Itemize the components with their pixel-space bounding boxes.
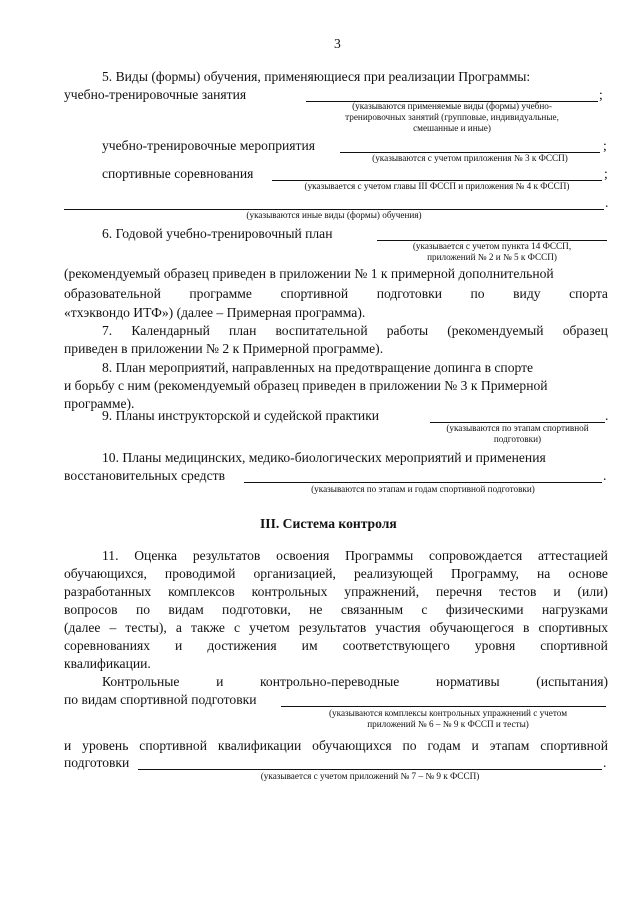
section-6-line-1: (рекомендуемый образец приведен в приложении № 1 к примерной дополнительной bbox=[64, 266, 554, 281]
section-heading: III. Система контроля bbox=[260, 516, 397, 531]
training-events-semicolon: ; bbox=[603, 138, 607, 153]
section-8-line-2: и борьбу с ним (рекомендуемый образец приведен в приложении № 3 к Примерной bbox=[64, 378, 548, 393]
training-sessions-note-3: смешанные и иные) bbox=[413, 123, 491, 133]
section-6-label: 6. Годовой учебно-тренировочный план bbox=[102, 226, 333, 241]
section-6-line-2: образовательной программе спортивной подготовки по виду спорта bbox=[64, 286, 608, 301]
norms-note-2: приложений № 6 – № 9 к ФССП и тесты) bbox=[367, 719, 529, 729]
section-11-line-8: Контрольные и контрольно-переводные нормативы (испытания) bbox=[102, 674, 608, 689]
training-events-note: (указываются с учетом приложения № 3 к ФССП) bbox=[372, 153, 568, 163]
section-11-line-1: 11. Оценка результатов освоения Программы сопровождается аттестацией bbox=[102, 548, 608, 563]
competitions-semicolon: ; bbox=[604, 166, 608, 181]
norms-blank bbox=[281, 706, 606, 707]
recovery-means-blank bbox=[244, 482, 602, 483]
annual-plan-note-2: приложений № 2 и № 5 к ФССП) bbox=[427, 252, 557, 262]
training-sessions-note-1: (указываются применяемые виды (формы) учебно- bbox=[352, 101, 552, 111]
practice-plans-note-1: (указываются по этапам спортивной bbox=[446, 423, 589, 433]
norms-label: по видам спортивной подготовки bbox=[64, 692, 257, 707]
norms-note-1: (указываются комплексы контрольных упражнений с учетом bbox=[328, 708, 568, 718]
training-sessions-label: учебно-тренировочные занятия bbox=[64, 87, 247, 102]
other-forms-note: (указываются иные виды (формы) обучения) bbox=[246, 210, 422, 220]
recovery-means-period: . bbox=[603, 468, 607, 483]
training-sessions-semicolon: ; bbox=[599, 87, 603, 102]
section-7-line-2: приведен в приложении № 2 к Примерной программе). bbox=[64, 341, 384, 356]
section-6-line-3: «тхэквондо ИТФ») (далее – Примерная программа). bbox=[64, 305, 366, 320]
section-11-line-7: квалификации. bbox=[64, 656, 151, 671]
section-11-line-3: разработанных комплексов контрольных упражнений, перечня тестов и (или) bbox=[64, 584, 608, 599]
section-7-line-1: 7. Календарный план воспитательной работы (рекомендуемый образец bbox=[102, 323, 608, 338]
recovery-means-note: (указываются по этапам и годам спортивной подготовки) bbox=[311, 484, 535, 494]
qualification-line: и уровень спортивной квалификации обучающихся по годам и этапам спортивной bbox=[64, 738, 608, 753]
section-9-label: 9. Планы инструкторской и судейской практики bbox=[102, 408, 380, 423]
competitions-note: (указывается с учетом главы III ФССП и приложения № 4 к ФССП) bbox=[304, 181, 570, 191]
other-forms-period: . bbox=[605, 195, 609, 210]
section-11-line-4: вопросов по видам подготовки, не связанным с физическими нагрузками bbox=[64, 602, 608, 617]
practice-plans-note-2: подготовки) bbox=[493, 434, 542, 444]
competitions-label: спортивные соревнования bbox=[102, 166, 254, 181]
qualification-label: подготовки bbox=[64, 755, 130, 770]
section-5-intro: 5. Виды (формы) обучения, применяющиеся при реализации Программы: bbox=[102, 69, 531, 84]
qualification-period: . bbox=[603, 755, 607, 770]
section-11-line-2: обучающихся, проводимой организацией, реализующей Программу, на основе bbox=[64, 566, 608, 581]
section-10-label: восстановительных средств bbox=[64, 468, 225, 483]
qualification-note: (указывается с учетом приложений № 7 – № 9 к ФССП) bbox=[260, 771, 480, 781]
section-11-line-6: соревнованиях и достижения им соответствующего уровня спортивной bbox=[64, 638, 608, 653]
page-number: 3 bbox=[334, 36, 341, 51]
section-10-line-1: 10. Планы медицинских, медико-биологических мероприятий и применения bbox=[102, 450, 546, 465]
annual-plan-note-1: (указывается с учетом пункта 14 ФССП, bbox=[412, 241, 572, 251]
qualification-blank bbox=[138, 769, 602, 770]
training-events-label: учебно-тренировочные мероприятия bbox=[102, 138, 316, 153]
section-8-line-1: 8. План мероприятий, направленных на предотвращение допинга в спорте bbox=[102, 360, 534, 375]
section-11-line-5: (далее – тесты), а также с учетом результатов участия обучающегося в спортивных bbox=[64, 620, 608, 635]
training-sessions-note-2: тренировочных занятий (групповые, индивидуальные, bbox=[345, 112, 559, 122]
practice-plans-period: . bbox=[605, 408, 609, 423]
section-8-line-3: программе). bbox=[64, 396, 135, 411]
